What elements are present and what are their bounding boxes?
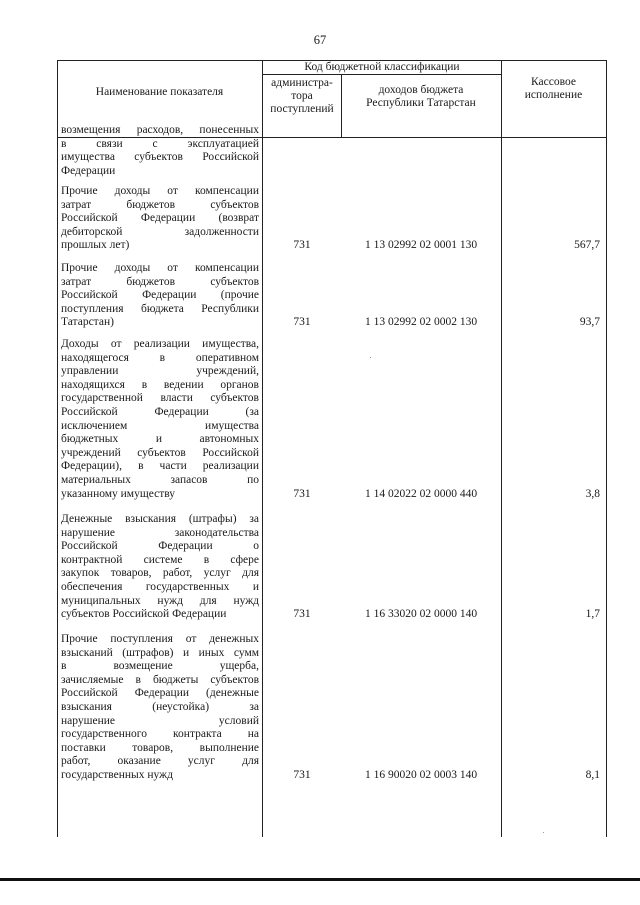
column-divider-code (501, 60, 502, 837)
row-name-line: субъектов Российской Федерации (61, 608, 227, 621)
row-name-line: Прочие доходы от компенсации (61, 185, 259, 197)
row-name-line: Федерации (61, 164, 116, 177)
row-name-line: работ, оказание услуг для (61, 755, 259, 768)
row-name-line: Российской Федерации о (61, 540, 259, 553)
row-name-line: государственной власти субъектов (61, 392, 259, 405)
header-name-column: Наименование показателя (95, 86, 224, 98)
header-admin-line: поступлений (270, 103, 334, 115)
row-name-line: дебиторской задолженности (61, 225, 259, 238)
row-name-line: Российской Федерации (за (61, 405, 259, 418)
scan-speck (543, 832, 544, 833)
row-name-cell (61, 124, 259, 178)
row-name-line: находящихся в ведении органов (61, 378, 259, 391)
scan-speck (370, 357, 371, 358)
row-name-line: государственных нужд (61, 768, 173, 781)
row-admin-code: 731 (293, 487, 311, 500)
row-name-line: Российской Федерации (денежные (61, 687, 259, 700)
row-name-line: контрактной системе в сфере (61, 553, 259, 566)
code-group-divider (262, 74, 502, 75)
header-sum-column (501, 76, 606, 102)
row-name-line: муниципальных нужд для нужд (61, 594, 259, 607)
row-name-line: Доходы от реализации имущества, (61, 338, 259, 350)
row-name-line: обеспечения государственных и (61, 580, 259, 593)
row-name-line: зачисляемые в бюджеты субъектов (61, 673, 259, 686)
row-income-code: 1 16 33020 02 0000 140 (364, 608, 478, 621)
row-name-line: Прочие доходы от компенсации (61, 262, 259, 274)
row-name-line: государственного контракта на (61, 728, 259, 741)
row-name-cell (61, 513, 259, 622)
row-sum: 1,7 (585, 608, 600, 621)
row-admin-code: 731 (293, 769, 311, 781)
row-name-cell (61, 185, 259, 253)
header-sum-line: Кассовое (531, 76, 576, 88)
row-sum: 8,1 (585, 769, 600, 781)
row-name-line: имущества субъектов Российской (61, 151, 259, 164)
header-admin-line: администра- (271, 77, 333, 89)
row-name-line: Федерации), в части реализации (61, 460, 259, 473)
row-name-line: взысканий (штрафов) и иных сумм (61, 646, 259, 659)
row-name-line: закупок товаров, работ, услуг для (61, 567, 259, 580)
row-admin-code: 731 (293, 316, 311, 329)
row-name-line: Денежные взыскания (штрафы) за (61, 513, 259, 525)
row-name-line: материальных запасов по (61, 473, 259, 486)
row-name-line: Российской Федерации (прочие (61, 289, 259, 302)
row-name-cell (61, 633, 259, 783)
row-name-line: затрат бюджетов субъектов (61, 198, 259, 211)
row-name-line: возмещения расходов, понесенных (61, 124, 259, 136)
row-admin-code: 731 (293, 608, 311, 621)
row-name-line: бюджетных и автономных (61, 433, 259, 446)
header-admin-line: тора (291, 90, 313, 102)
row-income-code: 1 13 02992 02 0001 130 (364, 239, 478, 252)
header-income-line: доходов бюджета (378, 84, 464, 96)
row-name-line: в связи с эксплуатацией (61, 137, 259, 150)
row-sum: 3,8 (585, 487, 600, 500)
row-name-line: нарушение условий (61, 714, 259, 727)
row-name-line: Прочие поступления от денежных (61, 633, 259, 645)
row-sum: 93,7 (579, 316, 600, 329)
row-income-code: 1 14 02022 02 0000 440 (364, 487, 478, 500)
header-income-column (341, 84, 501, 110)
header-code-group: Код бюджетной классификации (304, 61, 460, 73)
row-name-line: исключением имущества (61, 419, 259, 432)
header-sum-line: исполнение (524, 89, 583, 101)
row-name-line: учреждений субъектов Российской (61, 446, 259, 459)
row-name-line: Татарстан) (61, 316, 114, 329)
row-income-code: 1 13 02992 02 0002 130 (364, 316, 478, 329)
row-name-line: нарушение законодательства (61, 526, 259, 539)
row-name-line: поступления бюджета Республики (61, 302, 259, 315)
row-sum: 567,7 (574, 239, 600, 252)
row-name-line: взыскания (неустойка) за (61, 700, 259, 713)
row-name-line: в возмещение ущерба, (61, 660, 259, 673)
table-right-border (606, 60, 607, 837)
page-bottom-edge (0, 878, 640, 881)
header-income-line: Республики Татарстан (366, 97, 476, 109)
row-name-line: прошлых лет) (61, 239, 130, 252)
row-name-line: затрат бюджетов субъектов (61, 275, 259, 288)
row-name-line: поставки товаров, выполнение (61, 741, 259, 754)
row-name-line: управлении учреждений, (61, 365, 259, 378)
page-number: 67 (313, 33, 327, 47)
row-name-cell (61, 338, 259, 501)
budget-table (57, 60, 607, 837)
row-name-line: Российской Федерации (возврат (61, 212, 259, 225)
row-income-code: 1 16 90020 02 0003 140 (364, 769, 478, 781)
row-admin-code: 731 (293, 239, 311, 252)
table-left-border (57, 60, 58, 837)
row-name-line: находящегося в оперативном (61, 351, 259, 364)
row-name-cell (61, 262, 259, 330)
row-name-line: указанному имуществу (61, 487, 176, 500)
column-divider-name (262, 60, 263, 837)
header-admin-column (262, 77, 342, 116)
